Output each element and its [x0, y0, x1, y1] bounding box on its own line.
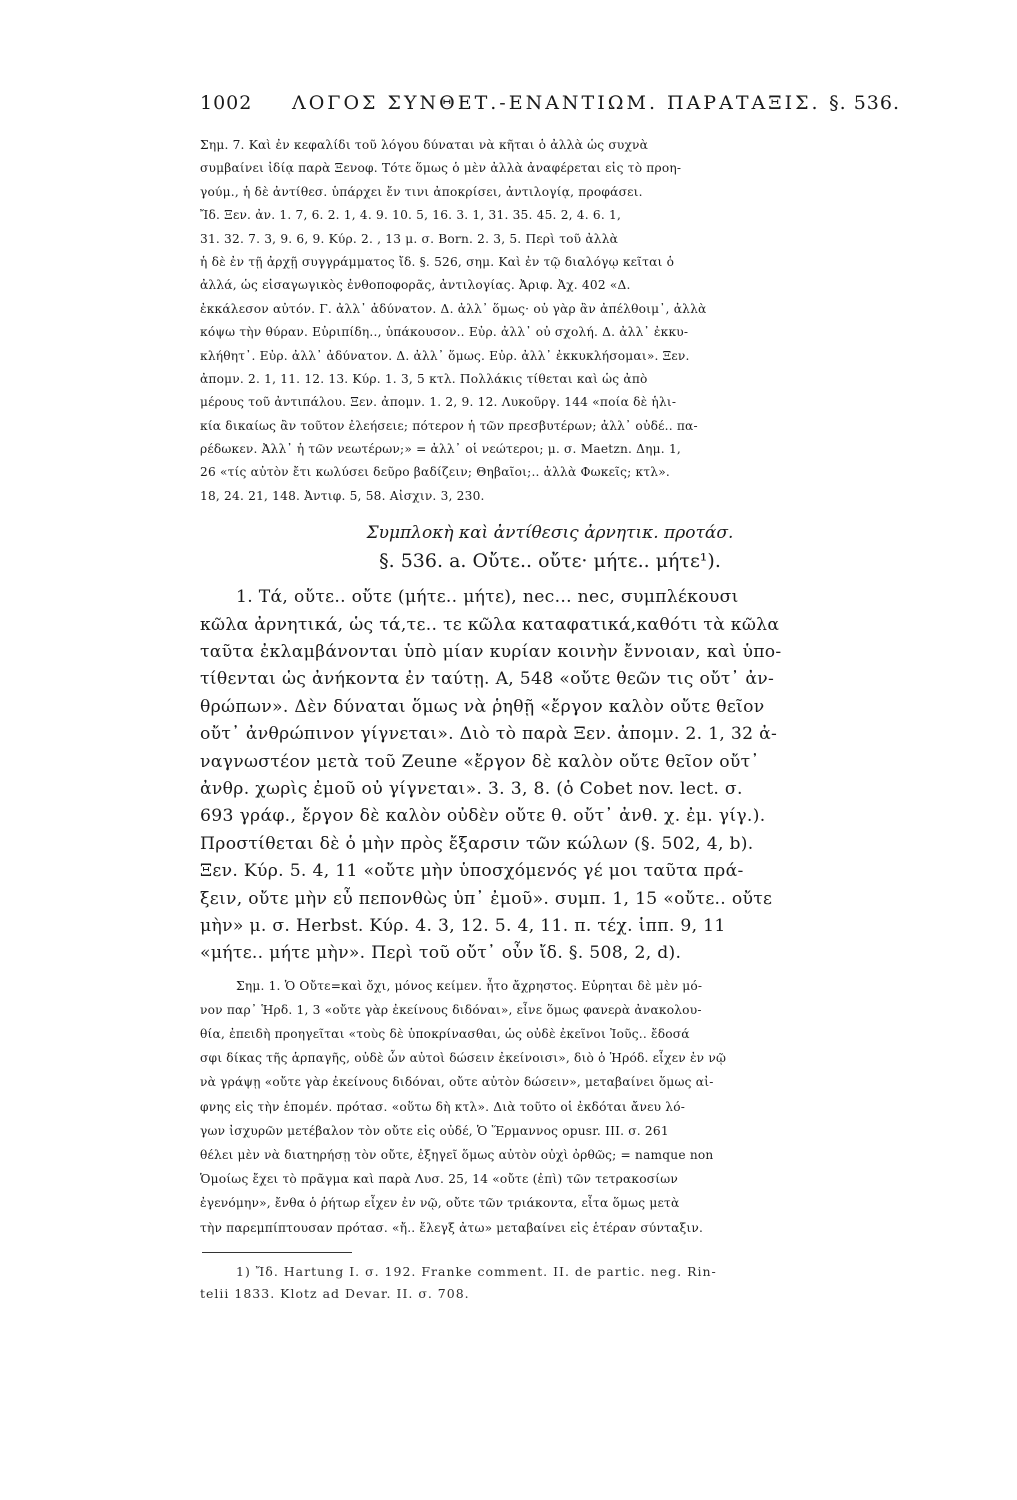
body-line: Προστίθεται δὲ ὁ μὴν πρὸς ἔξαρσιν τῶν κώλων (§. 502, 4, b).	[200, 833, 754, 854]
note-top-line: ἀπομν. 2. 1, 11. 12. 13. Κύρ. 1. 3, 5 κτλ. Πολλάκις τίθεται καὶ ὡς ἀπὸ	[200, 371, 648, 386]
note-lower-line: ἐγενόμην», ἔνθα ὁ ῥήτωρ εἶχεν ἐν νῷ, οὔτε τῶν τριάκοντα, εἶτα ὅμως μετὰ	[200, 1196, 680, 1211]
body-paragraph	[200, 584, 900, 967]
note-top-line: Ἴδ. Ξεν. ἀν. 1. 7, 6. 2. 1, 4. 9. 10. 5, 16. 3. 1, 31. 35. 45. 2, 4. 6. 1,	[200, 208, 622, 223]
body-line: ναγνωστέον μετὰ τοῦ Zeune «ἔργον δὲ καλὸν οὔτε θεῖον οὔτ᾿	[200, 751, 760, 772]
section-heading: §. 536. a. Οὔτε.. οὔτε· μήτε.. μήτε¹).	[379, 550, 721, 573]
note-lower-line: φνης εἰς τὴν ἑπομέν. πρότασ. «οὕτω δὴ κτλ». Διὰ τοῦτο οἱ ἐκδόται ἄνευ λό-	[200, 1099, 686, 1114]
body-line: 693 γράφ., ἔργον δὲ καλὸν οὐδὲν οὔτε θ. οὔτ᾿ ἀνθ. χ. ἐμ. γίγ.).	[200, 806, 766, 827]
note-lower-line: θέλει μὲν νὰ διατηρήσῃ τὸν οὔτε, ἐξηγεῖ ὅμως αὐτὸν οὐχὶ ὀρθῶς; = namque non	[200, 1148, 714, 1163]
note-lower-line: νὰ γράψῃ «οὔτε γὰρ ἐκείνους διδόναι, οὔτε αὐτὸν δώσειν», μεταβαίνει ὅμως αἰ-	[200, 1075, 714, 1090]
running-section-number: §. 536.	[829, 92, 900, 114]
note-top-line: Σημ. 7. Καὶ ἐν κεφαλίδι τοῦ λόγου δύναται νὰ κῆται ὁ ἀλλὰ ὡς συχνὰ	[200, 138, 649, 152]
note-lower	[200, 974, 900, 1240]
running-title: ΛΟΓΟΣ ΣΥΝΘΕΤ.-ΕΝΑΝΤΙΩΜ. ΠΑΡΑΤΑΞΙΣ.	[292, 92, 821, 114]
body-line: ταῦτα ἐκλαμβάνονται ὑπὸ μίαν κυρίαν κοινὴν ἔννοιαν, καὶ ὑπο-	[200, 642, 782, 663]
body-line: μὴν» μ. σ. Herbst. Κύρ. 4. 3, 12. 5. 4, 11. π. τέχ. ἱππ. 9, 11	[200, 915, 726, 936]
note-lower-line: νον παρ᾿ Ἡρδ. 1, 3 «οὔτε γὰρ ἐκείνους διδόναι», εἶνε ὅμως φανερὰ ἀνακολου-	[200, 1002, 702, 1017]
note-lower-line: θία, ἐπειδὴ προηγεῖται «τοὺς δὲ ὑποκρίνασθαι, ὡς οὐδὲ ἐκεῖνοι Ἰοῦς.. ἔδοσά	[200, 1027, 690, 1042]
body-line: ἀνθρ. χωρὶς ἐμοῦ οὐ γίγνεται». 3. 3, 8. (ὁ Cobet nov. lect. σ.	[200, 778, 743, 799]
note-lower-line: Ὁμοίως ἔχει τὸ πρᾶγμα καὶ παρὰ Λυσ. 25, 14 «οὔτε (ἐπὶ) τῶν τετρακοσίων	[200, 1172, 679, 1187]
note-top-line: ρέδωκεν. Ἀλλ᾿ ἡ τῶν νεωτέρων;» = ἀλλ᾿ οἱ νεώτεροι; μ. σ. Maetzn. Δημ. 1,	[200, 442, 681, 457]
footnote-line: telii 1833. Klotz ad Devar. II. σ. 708.	[200, 1285, 470, 1301]
note-lower-line: γων ἰσχυρῶν μετέβαλον τὸν οὔτε εἰς οὐδέ, Ὁ Ἕρμαννος opusr. III. σ. 261	[200, 1123, 669, 1138]
body-line: κῶλα ἀρνητικά, ὡς τά,τε.. τε κῶλα καταφατικά,καθότι τὰ κῶλα	[200, 614, 780, 635]
footnote	[200, 1261, 900, 1305]
note-lower-line: τὴν παρεμπίπτουσαν πρότασ. «ἤ.. ἔλεγξ ἀτω» μεταβαίνει εἰς ἑτέραν σύνταξιν.	[200, 1220, 704, 1235]
note-top-line: κλήθητ᾿. Εὐρ. ἀλλ᾿ ἀδύνατον. Δ. ἀλλ᾿ ὅμως. Εὐρ. ἀλλ᾿ ἐκκυκλήσομαι». Ξεν.	[200, 348, 690, 363]
note-top-line: κία δικαίως ἂν τοῦτον ἐλεήσειε; πότερον ἡ τῶν πρεσβυτέρων; ἀλλ᾿ οὐδέ.. πα-	[200, 418, 698, 433]
page-number: 1002	[200, 92, 253, 114]
note-lower-line: σφι δίκας τῆς ἁρπαγῆς, οὐδὲ ὧν αὐτοὶ δώσειν ἐκείνοισι», διὸ ὁ Ἡρόδ. εἶχεν ἐν νῷ	[200, 1051, 727, 1066]
body-line: θρώπων». Δὲν δύναται ὅμως νὰ ῥηθῇ «ἔργον καλὸν οὔτε θεῖον	[200, 696, 765, 717]
body-line: ξειν, οὔτε μὴν εὖ πεπονθὼς ὑπ᾿ ἐμοῦ». συμπ. 1, 15 «οὔτε.. οὔτε	[200, 888, 773, 909]
footnote-divider	[202, 1252, 352, 1253]
subheading: Συμπλοκὴ καὶ ἀντίθεσις ἀρνητικ. προτάσ.	[366, 523, 734, 544]
note-top-line: γούμ., ἡ δὲ ἀντίθεσ. ὑπάρχει ἔν τινι ἀποκρίσει, ἀντιλογίᾳ, προφάσει.	[200, 184, 643, 199]
note-top-line: κόψω τὴν θύραν. Εὐριπίδη.., ὑπάκουσον.. Εὐρ. ἀλλ᾿ οὐ σχολή. Δ. ἀλλ᾿ ἐκκυ-	[200, 325, 689, 340]
note-lower-line: Σημ. 1. Ὁ Οὔτε=καὶ ὄχι, μόνος κείμεν. ἦτο ἄχρηστος. Εὑρηται δὲ μὲν μό-	[236, 978, 703, 993]
body-line: «μήτε.. μήτε μὴν». Περὶ τοῦ οὔτ᾿ οὖν ἴδ. §. 508, 2, d).	[200, 943, 682, 964]
note-top-line: 26 «τίς αὐτὸν ἔτι κωλύσει δεῦρο βαδίζειν; Θηβαῖοι;.. ἀλλὰ Φωκεῖς; κτλ».	[200, 465, 670, 480]
note-top-line: μέρους τοῦ ἀντιπάλου. Ξεν. ἀπομν. 1. 2, 9. 12. Λυκοῦργ. 144 «ποία δὲ ἡλι-	[200, 395, 677, 410]
body-line: οὔτ᾿ ἀνθρώπινον γίγνεται». Διὸ τὸ παρὰ Ξεν. ἀπομν. 2. 1, 32 ἀ-	[200, 724, 778, 745]
note-top-line: ἀλλά, ὡς εἰσαγωγικὸς ἐνθοποφορᾶς, ἀντιλογίας. Ἀριφ. Ἀχ. 402 «Δ.	[200, 278, 631, 293]
book-page	[200, 92, 900, 1305]
note-top-line: 31. 32. 7. 3, 9. 6, 9. Κύρ. 2. , 13 μ. σ. Born. 2. 3, 5. Περὶ τοῦ ἀλλὰ	[200, 231, 619, 246]
body-line: Ξεν. Κύρ. 5. 4, 11 «οὔτε μὴν ὑποσχόμενός γέ μοι ταῦτα πρά-	[200, 861, 744, 882]
running-header	[200, 92, 900, 122]
body-line: τίθενται ὡς ἀνήκοντα ἐν ταύτῃ. Α, 548 «οὔτε θεῶν τις οὔτ᾿ ἀν-	[200, 669, 775, 690]
note-top-line: 18, 24. 21, 148. Ἀντιφ. 5, 58. Αἰσχιν. 3, 230.	[200, 488, 485, 503]
body-line: 1. Τά, οὔτε.. οὔτε (μήτε.. μήτε), nec... nec, συμπλέκουσι	[236, 587, 739, 608]
note-top-line: ἐκκάλεσον αὐτόν. Γ. ἀλλ᾿ ἀδύνατον. Δ. ἀλλ᾿ ὅμως· οὐ γὰρ ἂν ἀπέλθοιμ᾿, ἀλλὰ	[200, 301, 707, 316]
note-top	[200, 134, 900, 508]
footnote-line: 1) Ἴδ. Hartung I. σ. 192. Franke comment. II. de partic. neg. Rin-	[236, 1263, 717, 1279]
note-top-line: ἡ δὲ ἐν τῇ ἀρχῇ συγγράμματος ἴδ. §. 526, σημ. Καὶ ἐν τῷ διαλόγῳ κεῖται ὁ	[200, 254, 675, 269]
note-top-line: συμβαίνει ἰδίᾳ παρὰ Ξενοφ. Τότε ὅμως ὁ μὲν ἀλλὰ ἀναφέρεται εἰς τὸ προη-	[200, 161, 682, 176]
